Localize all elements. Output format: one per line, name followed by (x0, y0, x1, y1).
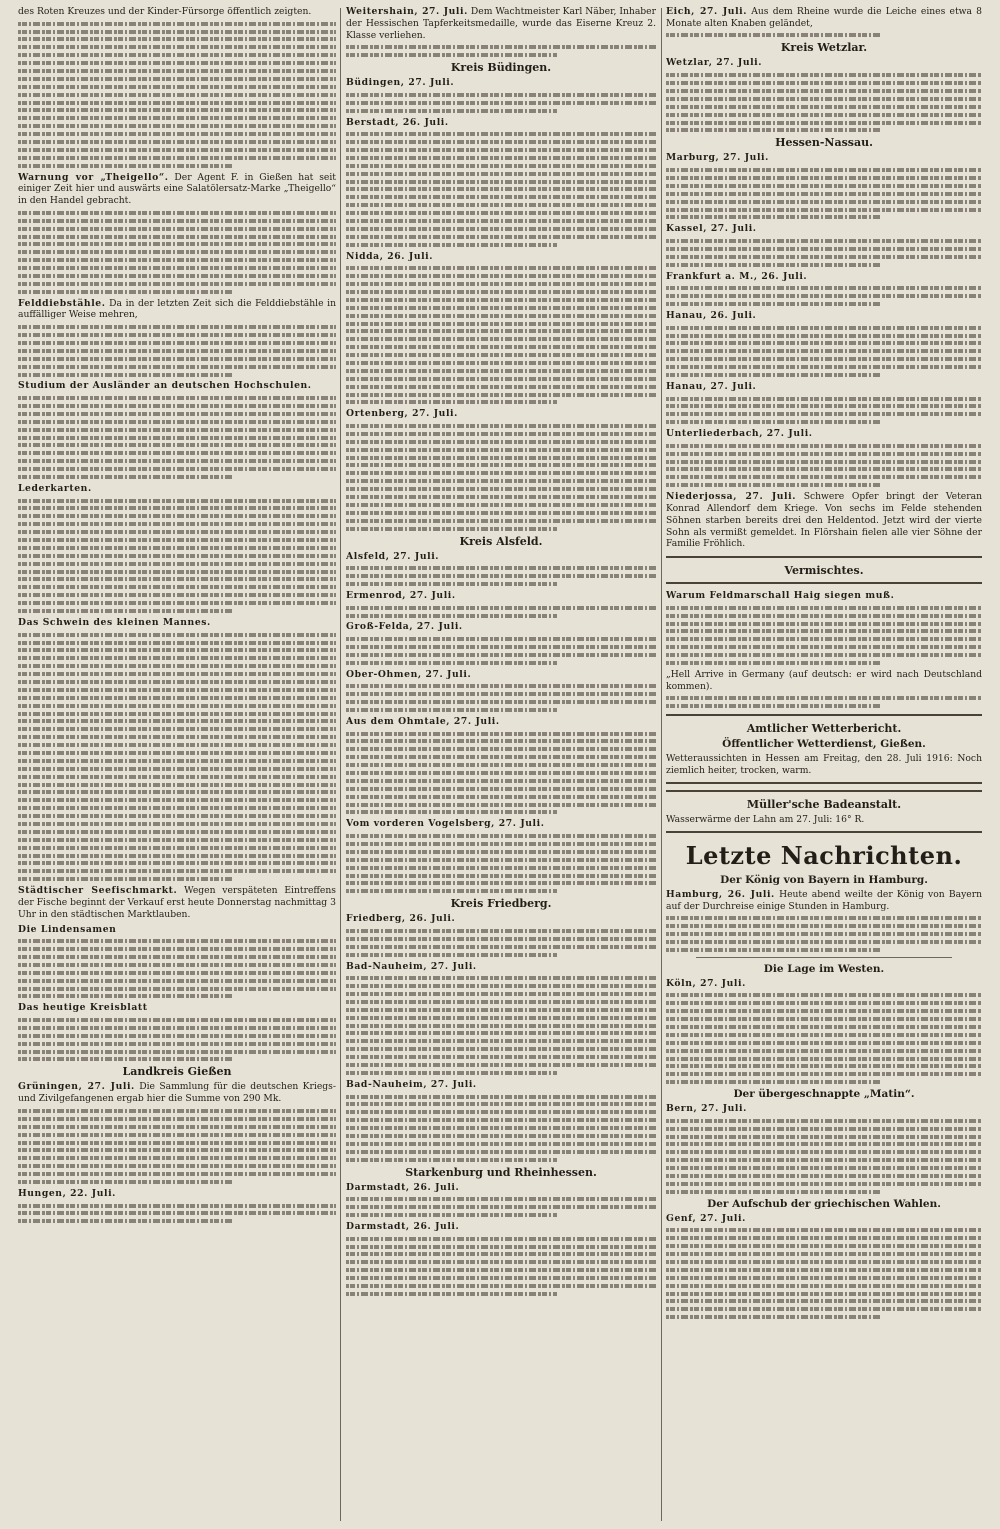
section-heading: Kreis Friedberg. (450, 897, 552, 911)
article-ermenrod: Ermenrod, 27. Juli. (346, 590, 656, 618)
article-berstadt: Berstadt, 26. Juli. (346, 117, 656, 247)
column-rule (661, 8, 662, 1521)
article-bad-nauheim: Bad-Nauheim, 27. Juli. (346, 961, 656, 1075)
section-heading: Müller'sche Badeanstalt. (746, 797, 902, 811)
article-vogelsberg: Vom vorderen Vogelsberg, 27. Juli. (346, 818, 656, 893)
article-seefischmarkt: Städtischer Seefischmarkt. Wegen verspäteten Eintreffens der Fische beginnt der Verkauf erst heute Donnerstag nachmittag 3 Uhr in den städtischen Marktlauben. (18, 885, 336, 920)
article-bad-nauheim-2: Bad-Nauheim, 27. Juli. (346, 1079, 656, 1162)
section-heading: Landkreis Gießen (122, 1065, 232, 1079)
divider (696, 957, 952, 958)
column-left (18, 6, 336, 1523)
article-gross-felda: Groß-Felda, 27. Juli. (346, 621, 656, 664)
section-heading: Kreis Alsfeld. (459, 534, 543, 548)
section-heading: Kreis Wetzlar. (780, 41, 868, 55)
article-ohmtale: Aus dem Ohmtale, 27. Juli. (346, 716, 656, 815)
article-koeln: Köln, 27. Juli. (666, 978, 982, 1084)
article-gruenigen: Grüningen, 27. Juli. Die Sammlung für die deutschen Kriegs- und Zivilgefangenen ergab hier die Summe von 290 Mk. (18, 1081, 336, 1184)
article-hanau: Hanau, 26. Juli. (666, 310, 982, 377)
article-felddiebstaehle: Felddiebstähle. Da in der letzten Zeit sich die Felddiebstähle in auffälliger Weise mehren, (18, 298, 336, 377)
article-weitershain: Weitershain, 27. Juli. Dem Wachtmeister Karl Näber, Inhaber der Hessischen Tapferkeitsmedaille, wurde das Eiserne Kreuz 2. Klasse verliehen. (346, 6, 656, 57)
article-lindensamen: Die Lindensamen (18, 924, 336, 999)
article-rotes-kreuz: des Roten Kreuzes und der Kinder-Fürsorge öffentlich zeigten. (18, 6, 336, 168)
article-darmstadt-2: Darmstadt, 26. Juli. (346, 1221, 656, 1296)
article-lederkarten: Lederkarten. (18, 483, 336, 613)
article-wetzlar: Wetzlar, 27. Juli. (666, 57, 982, 132)
article-hungen: Hungen, 22. Juli. (18, 1188, 336, 1223)
weather-service: Öffentlicher Wetterdienst, Gießen. (722, 738, 926, 751)
section-heading: Hessen-Nassau. (775, 136, 873, 150)
section-box-bad (666, 790, 982, 833)
article-kreisblatt: Das heutige Kreisblatt (18, 1002, 336, 1061)
column-rule (340, 8, 341, 1521)
article-schwein: Das Schwein des kleinen Mannes. (18, 617, 336, 881)
section-heading: Amtlicher Wetterbericht. (746, 722, 902, 736)
article-friedberg: Friedberg, 26. Juli. (346, 913, 656, 956)
column-right (666, 6, 982, 1523)
subheading: Der König von Bayern in Hamburg. (720, 873, 928, 886)
section-heading: Kreis Büdingen. (450, 61, 552, 75)
section-box-wetter (666, 714, 982, 784)
section-heading: Starkenburg und Rheinhessen. (405, 1165, 597, 1179)
section-box-vermischtes (666, 556, 982, 584)
article-auslaender-studium: Studium der Ausländer an deutschen Hochschulen. (18, 380, 336, 479)
article-hamburg: Hamburg, 26. Juli. Heute abend weilte der König von Bayern auf der Durchreise einige Stunden in Hamburg. (666, 889, 982, 952)
article-eich: Eich, 27. Juli. Aus dem Rheine wurde die Leiche eines etwa 8 Monate alten Knaben geländet, (666, 6, 982, 37)
article-niederjossa: Niederjossa, 27. Juli. Schwere Opfer bringt der Veteran Konrad Allendorf dem Kriege. Von sechs im Felde stehenden Söhnen starben bereits drei den Heldentod. Jetzt wird der vierte Sohn als vermißt gemeldet. In Flörshain fielen alle vier Söhne der Familie Fröhlich. (666, 491, 982, 550)
article-frankfurt: Frankfurt a. M., 26. Juli. (666, 271, 982, 306)
section-heading: Vermischtes. (784, 564, 864, 578)
article-nidda: Nidda, 26. Juli. (346, 251, 656, 405)
article-unterliederbach: Unterliederbach, 27. Juli. (666, 428, 982, 487)
water-temperature: Wasserwärme der Lahn am 27. Juli: 16° R. (666, 813, 865, 825)
article-genf: Genf, 27. Juli. (666, 1213, 982, 1319)
article-alsfeld: Alsfeld, 27. Juli. (346, 551, 656, 586)
article-marburg: Marburg, 27. Juli. (666, 152, 982, 219)
article-theigello: Warnung vor „Theigello“. Der Agent F. in Gießen hat seit einiger Zeit hier und auswärts eine Salatölersatz-Marke „Theigello“ in den Handel gebracht. (18, 172, 336, 294)
article-ortenberg: Ortenberg, 27. Juli. (346, 408, 656, 530)
headline-letzte-nachrichten: Letzte Nachrichten. (685, 840, 963, 870)
article-hanau-2: Hanau, 27. Juli. (666, 381, 982, 424)
weather-report: Wetteraussichten in Hessen am Freitag, den 28. Juli 1916: Noch ziemlich heiter, trocken, warm. (666, 753, 982, 777)
article-buedingen: Büdingen, 27. Juli. (346, 77, 656, 112)
subheading: Die Lage im Westen. (763, 962, 885, 975)
subheading: Der Aufschub der griechischen Wahlen. (707, 1197, 941, 1210)
article-ober-ohmen: Ober-Ohmen, 27. Juli. (346, 669, 656, 712)
article-haig: Warum Feldmarschall Haig siegen muß. „Hell Arrive in Germany (auf deutsch: er wird nach Deutschland kommen). (666, 590, 982, 708)
article-kassel: Kassel, 27. Juli. (666, 223, 982, 266)
column-middle (346, 6, 656, 1523)
subheading: Der übergeschnappte „Matin“. (733, 1088, 915, 1101)
article-darmstadt: Darmstadt, 26. Juli. (346, 1182, 656, 1217)
article-bern: Bern, 27. Juli. (666, 1103, 982, 1194)
